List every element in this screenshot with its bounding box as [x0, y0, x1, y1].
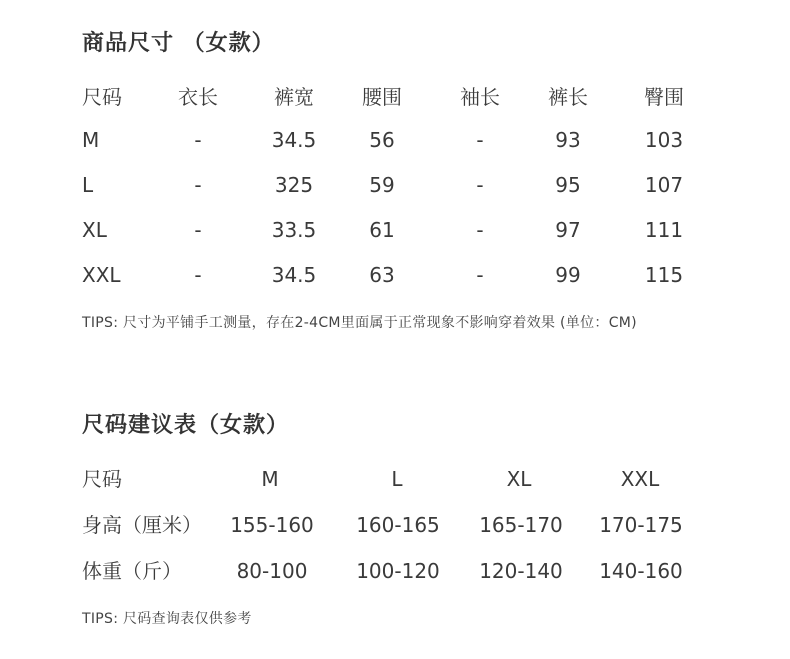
size-cell: L: [82, 173, 94, 197]
recommend-header-cell: XXL: [620, 467, 660, 491]
size-cell: 33.5: [271, 218, 317, 242]
size-cell: 95: [555, 173, 581, 197]
size-cell: 325: [274, 173, 314, 197]
size-header-cell: 腰围: [362, 85, 402, 109]
size-cell: XXL: [82, 263, 121, 287]
size-header-cell: 臀围: [644, 85, 684, 109]
size-table-title: 商品尺寸 （女款）: [82, 31, 275, 56]
size-cell: -: [194, 263, 202, 287]
size-cell: -: [194, 218, 202, 242]
size-cell: 99: [555, 263, 581, 287]
size-cell: 97: [555, 218, 581, 242]
recommend-header-cell: L: [391, 467, 403, 491]
recommend-header-cell: 尺码: [82, 467, 122, 491]
size-cell: -: [194, 173, 202, 197]
recommend-table-title: 尺码建议表（女款）: [82, 413, 290, 438]
size-table-tips: TIPS: 尺寸为平铺手工测量，存在2-4CM里面属于正常现象不影响穿着效果 (单位：CM): [82, 315, 637, 331]
size-cell: 59: [369, 173, 395, 197]
size-cell: -: [476, 218, 484, 242]
table-row: [0, 215, 790, 245]
recommend-cell: 120-140: [479, 559, 563, 583]
size-header-cell: 裤长: [548, 85, 588, 109]
table-row: [0, 125, 790, 155]
size-cell: XL: [82, 218, 107, 242]
size-cell: 34.5: [271, 263, 317, 287]
recommend-cell: 160-165: [356, 513, 440, 537]
recommend-table-header-row: [0, 464, 790, 494]
size-cell: 56: [369, 128, 395, 152]
recommend-cell: 100-120: [356, 559, 440, 583]
recommend-cell: 140-160: [599, 559, 683, 583]
size-header-cell: 裤宽: [274, 85, 314, 109]
recommend-cell: 165-170: [479, 513, 563, 537]
size-cell: 103: [644, 128, 684, 152]
table-row: [0, 556, 790, 586]
table-row: [0, 170, 790, 200]
size-cell: M: [82, 128, 100, 152]
recommend-cell: 170-175: [599, 513, 683, 537]
size-cell: -: [194, 128, 202, 152]
recommend-cell: 体重（斤）: [82, 559, 182, 583]
table-row: [0, 260, 790, 290]
size-cell: 111: [644, 218, 684, 242]
recommend-table-tips: TIPS: 尺码查询表仅供参考: [82, 611, 252, 627]
size-table-header-row: [0, 82, 790, 112]
size-cell: 34.5: [271, 128, 317, 152]
recommend-cell: 155-160: [230, 513, 314, 537]
table-row: [0, 510, 790, 540]
recommend-header-cell: XL: [506, 467, 532, 491]
size-cell: 63: [369, 263, 395, 287]
recommend-cell: 身高（厘米）: [82, 513, 202, 537]
recommend-cell: 80-100: [236, 559, 308, 583]
size-cell: -: [476, 173, 484, 197]
size-header-cell: 袖长: [460, 85, 500, 109]
size-cell: 61: [369, 218, 395, 242]
recommend-header-cell: M: [261, 467, 279, 491]
size-cell: 93: [555, 128, 581, 152]
size-header-cell: 衣长: [178, 85, 218, 109]
size-cell: 107: [644, 173, 684, 197]
size-cell: -: [476, 128, 484, 152]
size-cell: 115: [644, 263, 684, 287]
size-cell: -: [476, 263, 484, 287]
size-header-cell: 尺码: [82, 85, 122, 109]
